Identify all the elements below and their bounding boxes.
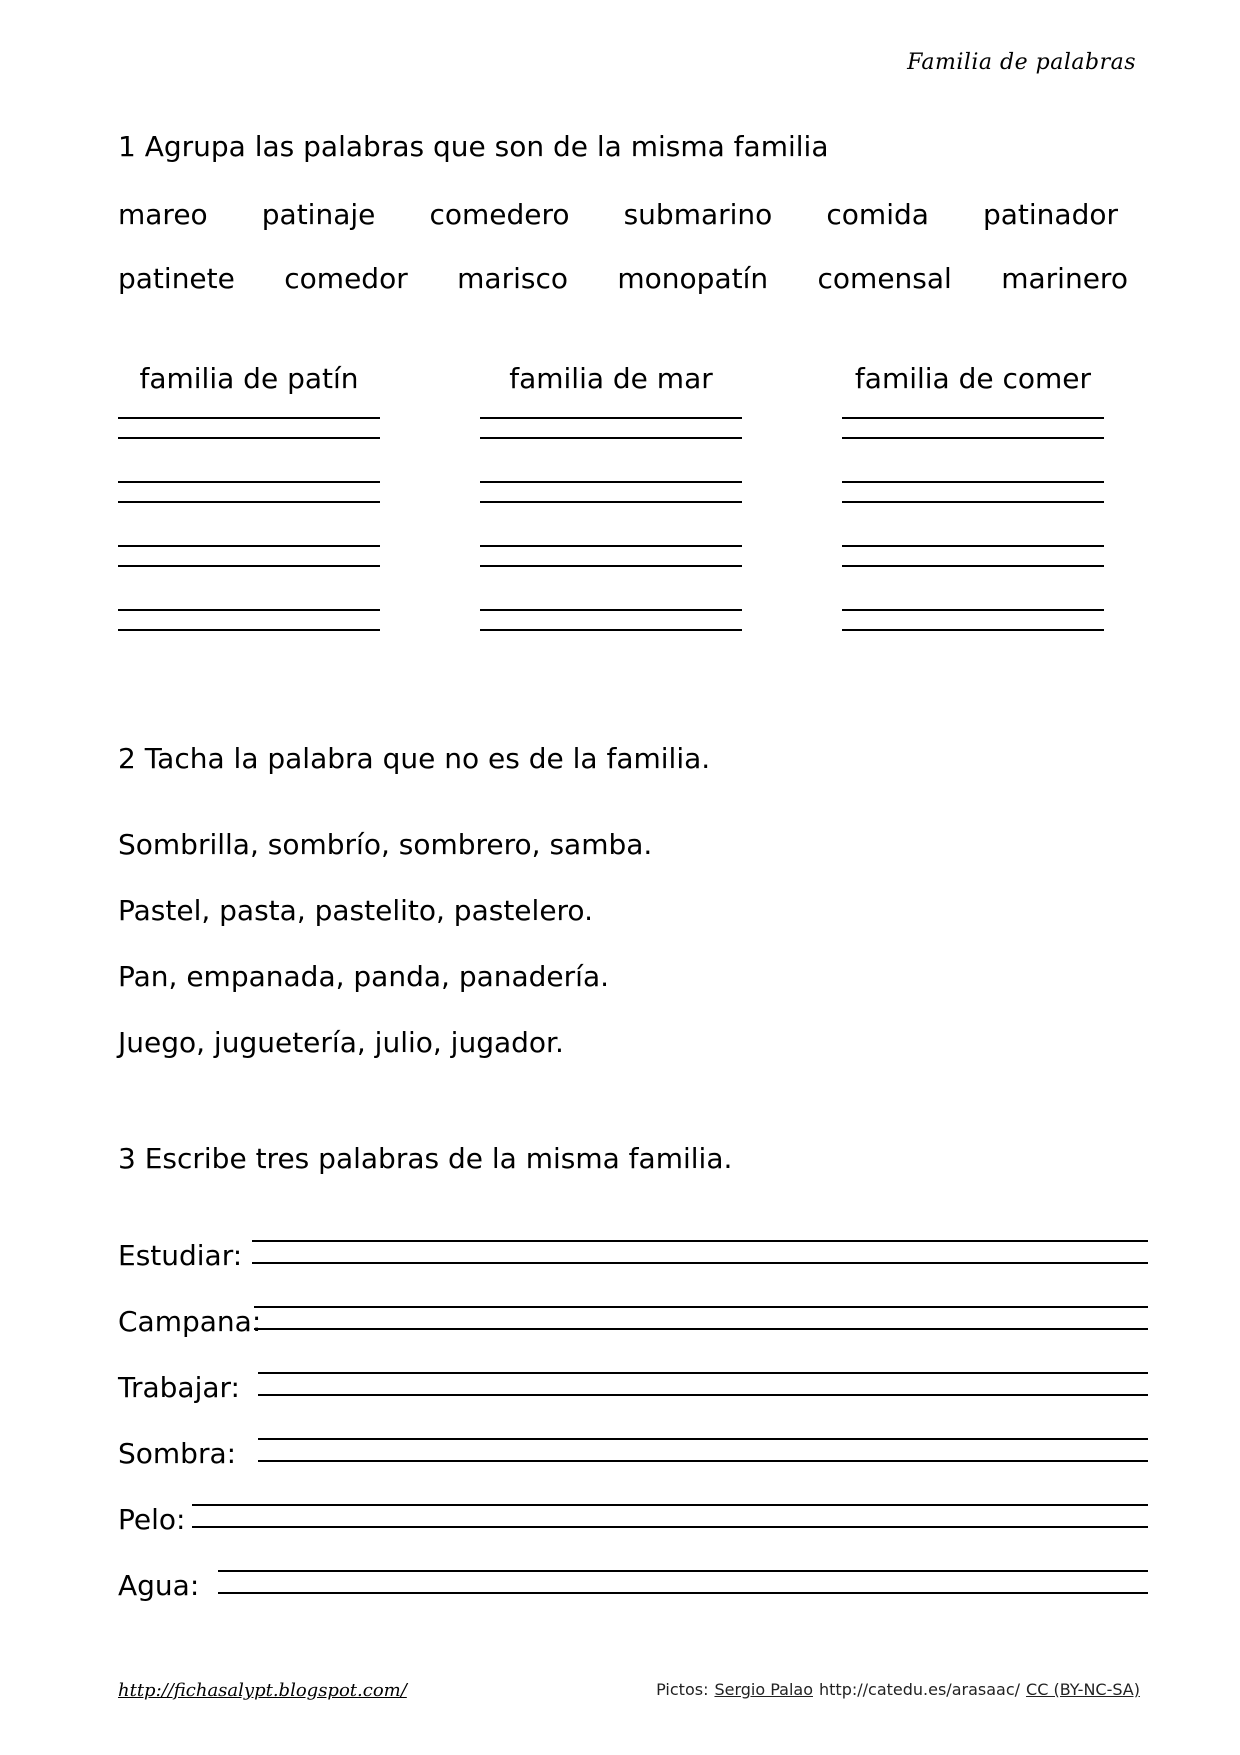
answer-line[interactable] — [258, 1372, 1148, 1396]
word-row-1 — [118, 198, 1118, 231]
write-row-agua — [118, 1544, 1148, 1604]
license-link[interactable]: CC (BY-NC-SA) — [1026, 1680, 1140, 1699]
row-label: Agua: — [118, 1569, 200, 1602]
word: comensal — [817, 262, 952, 295]
family-title: familia de patín — [139, 362, 359, 395]
answer-line[interactable] — [480, 609, 742, 673]
answer-line[interactable] — [192, 1504, 1148, 1528]
word-row-2 — [118, 262, 1128, 295]
exercise-3-heading: 3 Escribe tres palabras de la misma familia. — [118, 1142, 733, 1175]
word-family-sentence: Pastel, pasta, pastelito, pastelero. — [118, 894, 593, 927]
answer-line[interactable] — [254, 1306, 1148, 1330]
answer-line[interactable] — [480, 545, 742, 609]
answer-line[interactable] — [842, 481, 1104, 545]
row-label: Sombra: — [118, 1437, 237, 1470]
word: patinete — [118, 262, 235, 295]
word-family-sentence: Pan, empanada, panda, panadería. — [118, 960, 609, 993]
family-title: familia de comer — [854, 362, 1092, 395]
write-row-estudiar — [118, 1214, 1148, 1274]
credits — [650, 1680, 1140, 1699]
answer-line[interactable] — [842, 609, 1104, 673]
word: submarino — [623, 198, 773, 231]
word: comida — [826, 198, 929, 231]
row-label: Trabajar: — [118, 1371, 240, 1404]
family-column-comer — [842, 362, 1104, 673]
answer-line[interactable] — [118, 545, 380, 609]
pictos-label: Pictos: — [656, 1680, 709, 1699]
word: monopatín — [617, 262, 769, 295]
answer-line[interactable] — [258, 1438, 1148, 1462]
write-row-pelo — [118, 1478, 1148, 1538]
word: mareo — [118, 198, 208, 231]
row-label: Estudiar: — [118, 1239, 243, 1272]
word: marisco — [457, 262, 568, 295]
word: patinador — [982, 198, 1118, 231]
write-row-sombra — [118, 1412, 1148, 1472]
answer-line[interactable] — [218, 1570, 1148, 1594]
write-row-campana — [118, 1280, 1148, 1340]
row-label: Pelo: — [118, 1503, 186, 1536]
answer-line[interactable] — [252, 1240, 1148, 1264]
answer-line[interactable] — [480, 481, 742, 545]
family-column-mar — [480, 362, 742, 673]
exercise-1-heading: 1 Agrupa las palabras que son de la misma familia — [118, 130, 829, 163]
answer-line[interactable] — [480, 417, 742, 481]
answer-line[interactable] — [118, 417, 380, 481]
word: comedero — [429, 198, 570, 231]
blog-link[interactable]: http://fichasalypt.blogspot.com/ — [118, 1680, 407, 1701]
arasaac-url[interactable]: http://catedu.es/arasaac/ — [819, 1680, 1021, 1699]
answer-line[interactable] — [118, 481, 380, 545]
family-title: familia de mar — [509, 362, 713, 395]
answer-line[interactable] — [842, 417, 1104, 481]
family-column-patin — [118, 362, 380, 673]
word: marinero — [1001, 262, 1128, 295]
word-family-sentence: Sombrilla, sombrío, sombrero, samba. — [118, 828, 653, 861]
write-row-trabajar — [118, 1346, 1148, 1406]
answer-line[interactable] — [118, 609, 380, 673]
author-link[interactable]: Sergio Palao — [714, 1680, 813, 1699]
word: comedor — [284, 262, 408, 295]
page-title: Familia de palabras — [907, 50, 1136, 75]
word-family-sentence: Juego, juguetería, julio, jugador. — [118, 1026, 564, 1059]
row-label: Campana: — [118, 1305, 262, 1338]
answer-line[interactable] — [842, 545, 1104, 609]
word: patinaje — [261, 198, 376, 231]
exercise-2-heading: 2 Tacha la palabra que no es de la familia. — [118, 742, 711, 775]
